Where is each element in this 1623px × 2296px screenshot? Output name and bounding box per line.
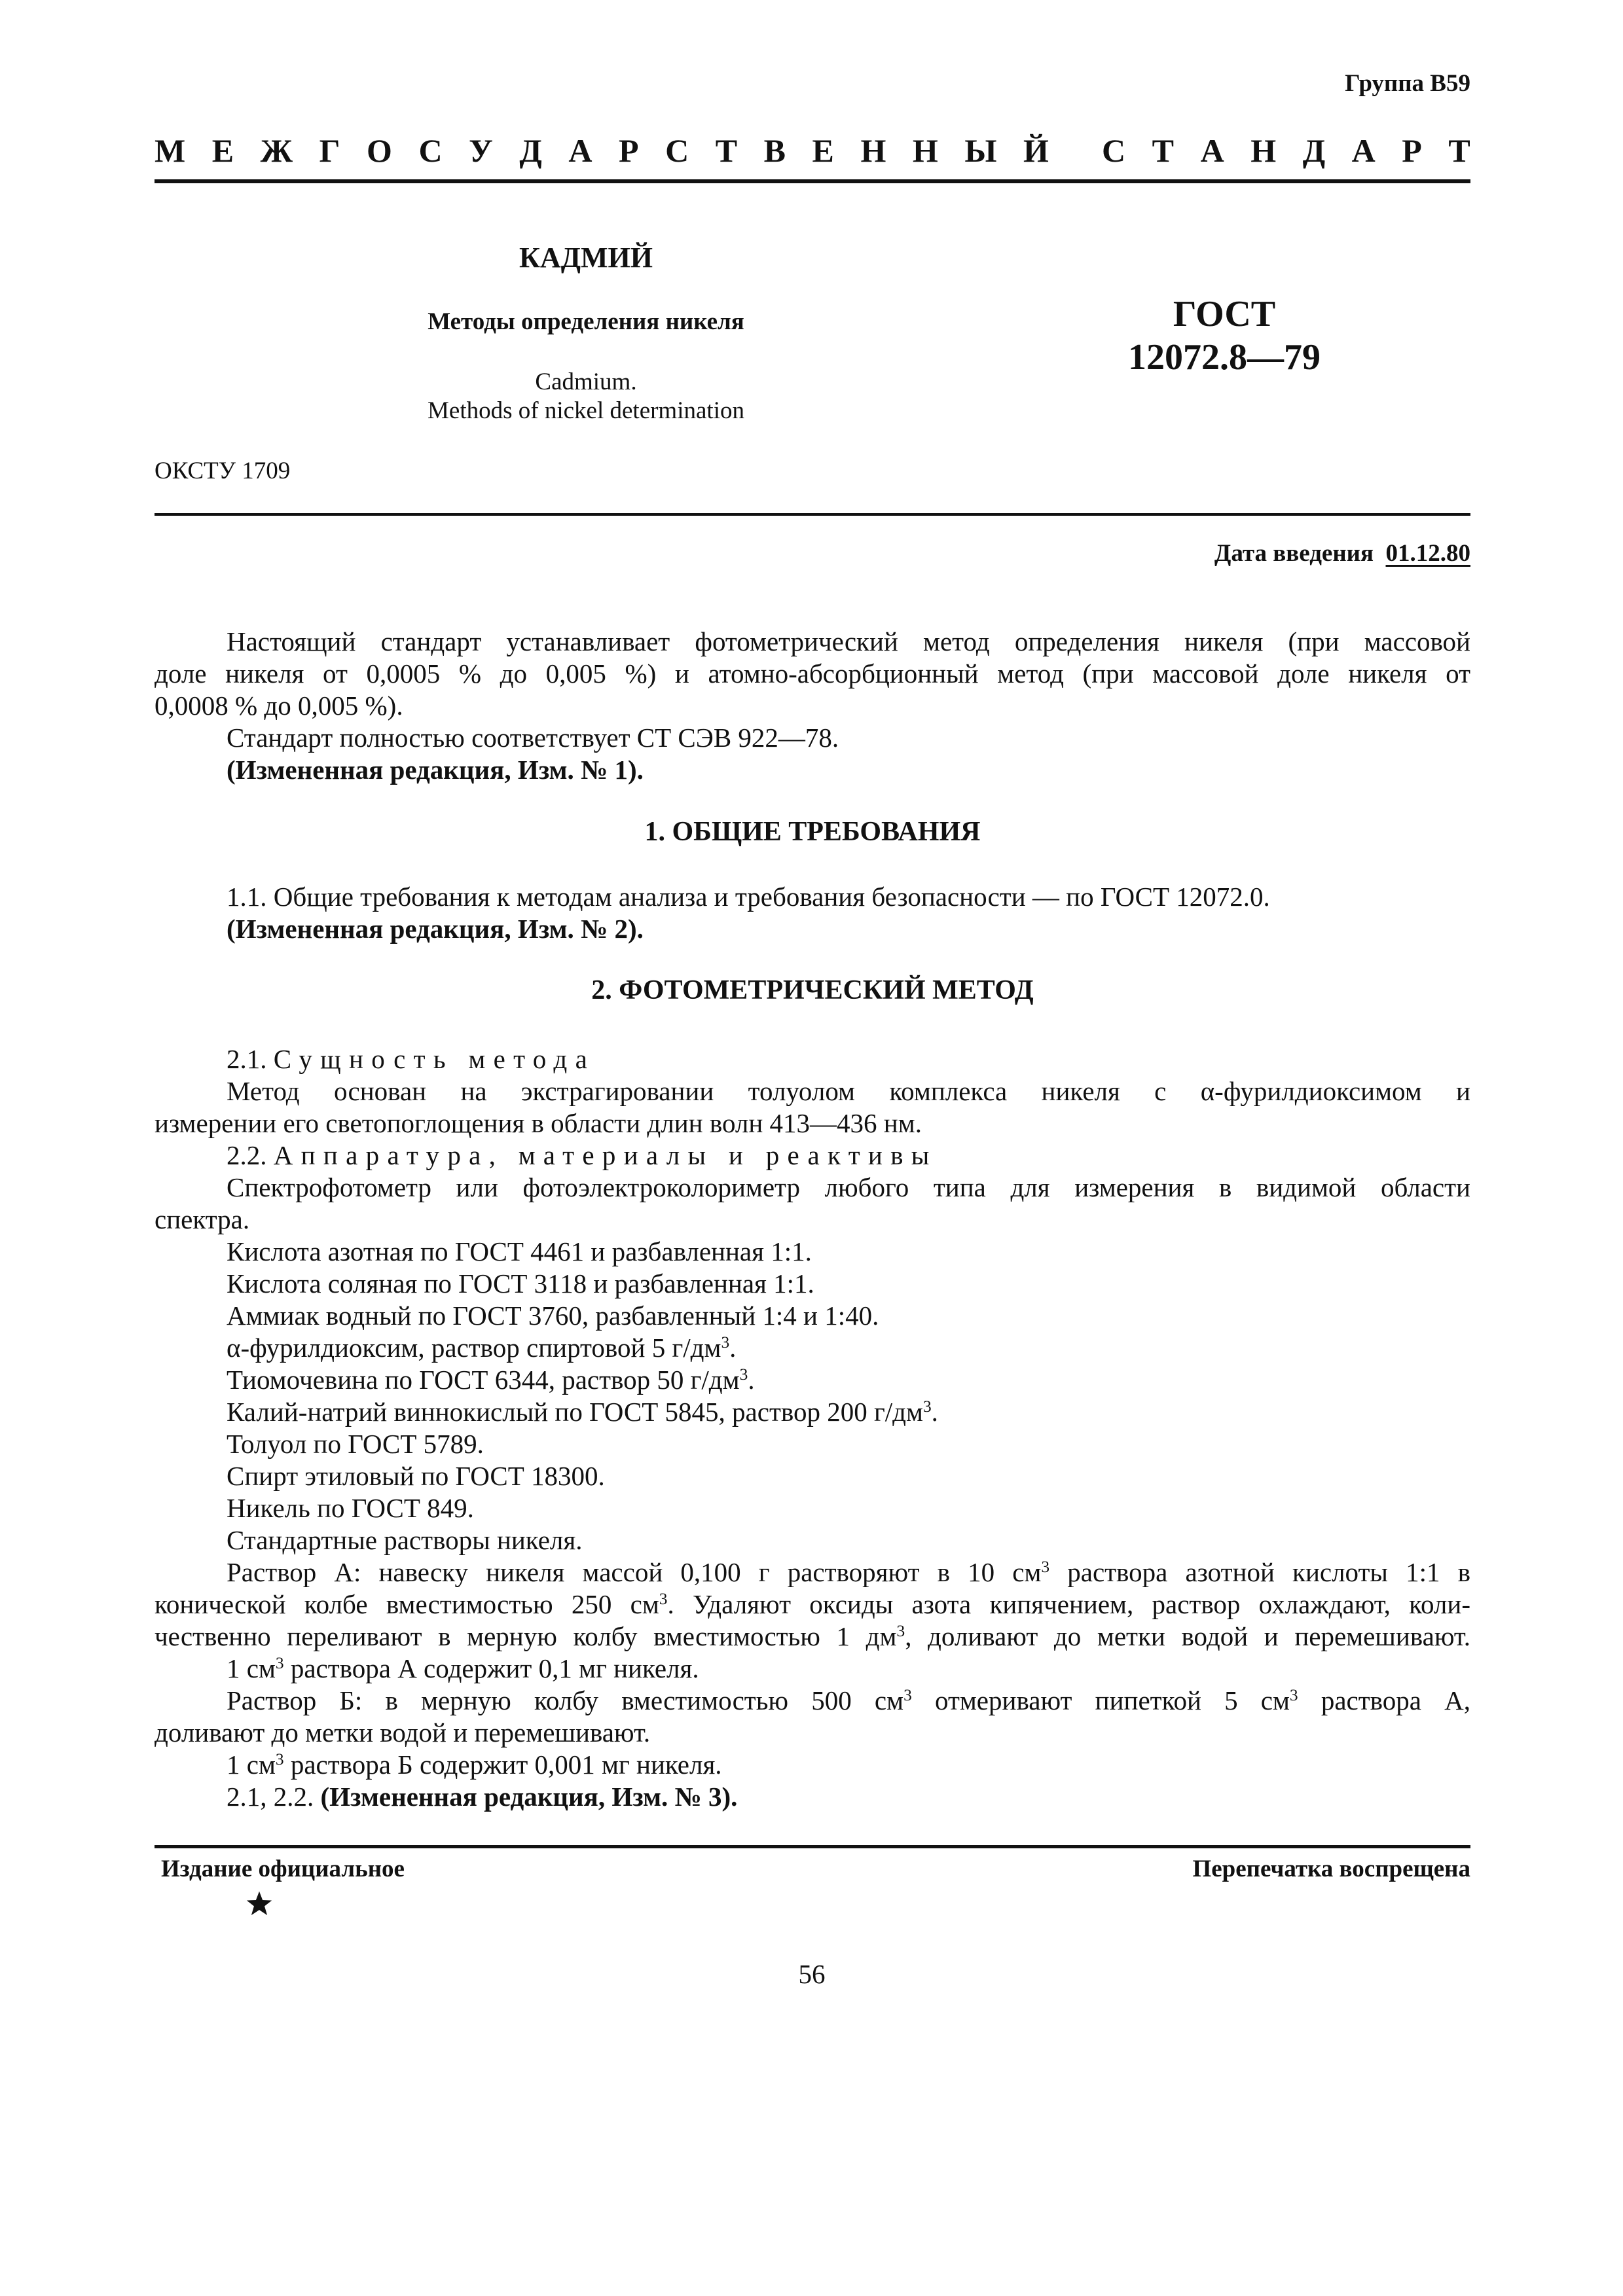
banner-letter: Д [519,132,542,169]
paragraph-line [155,1588,1470,1621]
banner-letter: Т [715,132,738,169]
clause-number: 2.1. [227,1044,267,1074]
banner-letter: Н [860,132,886,169]
clause-title: Аппаратура, материалы и реактивы [273,1140,938,1170]
amendment-note: (Измененная редакция, Изм. № 2). [227,914,644,944]
reagent-item: Толуол по ГОСТ 5789. [227,1429,484,1459]
text: раствора Б содержит 0,001 мг никеля. [283,1749,722,1780]
period: . [931,1397,938,1427]
banner-letter: В [763,132,786,169]
text: раствора А, [1298,1685,1470,1715]
banner-letter: А [568,132,593,169]
reagent-item: Стандартные растворы никеля. [227,1525,583,1555]
banner-letter: Н [912,132,938,169]
reagent-text: Калий-натрий виннокислый по ГОСТ 5845, раствор 200 г/дм [227,1397,923,1427]
banner-letter: Н [1250,132,1277,169]
banner-letter: С [418,132,443,169]
reagent-item [155,1364,1470,1396]
text: Раствор А: навеску никеля массой 0,100 г растворяют в 10 см [227,1557,1042,1587]
date-label: Дата введения [1214,540,1374,567]
edition-note: Издание официальное [161,1856,405,1882]
document-subtitle: Методы определения никеля [428,308,744,335]
paragraph-line [155,1653,1470,1685]
header-rule [155,179,1470,183]
paragraph-line: Спектрофотометр или фотоэлектроколориметр любого типа для измерения в видимой области [227,1172,1470,1202]
superscript: 3 [739,1365,748,1384]
intro-line: Настоящий стандарт устанавливает фотометрический метод определения никеля (при массовой [227,626,1470,656]
reagent-item: Спирт этиловый по ГОСТ 18300. [227,1461,605,1491]
superscript: 3 [1041,1558,1050,1577]
section-heading: 1. ОБЩИЕ ТРЕБОВАНИЯ [644,817,981,847]
okstu-code: ОКСТУ 1709 [155,457,291,484]
banner-letter: С [665,132,689,169]
reagent-item [155,1332,1470,1364]
gost-label: ГОСТ [1173,294,1276,334]
clause-number: 2.2. [227,1140,267,1170]
paragraph-line: 1.1. Общие требования к методам анализа и требования безопасности — по ГОСТ 12072.0. [227,882,1270,912]
period: . [729,1333,737,1363]
clause-heading [155,1043,1470,1075]
banner-letter: Т [1152,132,1175,169]
banner-letter: Е [812,132,834,169]
superscript: 3 [896,1622,905,1641]
amendment-text: (Измененная редакция, Изм. № 3). [320,1782,738,1812]
banner-letter: Ж [260,132,293,169]
banner-letter: М [155,132,186,169]
reagent-item [155,1396,1470,1428]
period: . [748,1365,755,1395]
banner-letter: Г [319,132,340,169]
banner-letter: У [469,132,493,169]
footer-rule [155,1845,1470,1848]
amendment-note [155,1781,1470,1813]
reagent-text: Тиомочевина по ГОСТ 6344, раствор 50 г/дм [227,1365,740,1395]
date-value: 01.12.80 [1385,540,1470,567]
text: . Удаляют оксиды азота кипячением, раствор охлаждают, коли- [667,1589,1470,1619]
superscript: 3 [1289,1686,1298,1705]
superscript: 3 [275,1750,284,1769]
reagent-text: α-фурилдиоксим, раствор спиртовой 5 г/дм [227,1333,721,1363]
superscript: 3 [659,1590,668,1609]
section-heading: 2. ФОТОМЕТРИЧЕСКИЙ МЕТОД [591,975,1034,1005]
introduction-date [1214,539,1470,567]
text: 1 см [227,1653,276,1683]
banner-letter: А [1200,132,1224,169]
banner-letter: О [367,132,392,169]
text: раствора А содержит 0,1 мг никеля. [283,1653,699,1683]
amendment-note: (Измененная редакция, Изм. № 1). [227,755,644,785]
superscript: 3 [275,1654,284,1673]
superscript: 3 [721,1333,730,1352]
title-english-1: Cadmium. [535,368,637,395]
text: отмеривают пипеткой 5 см [911,1685,1290,1715]
reagent-item: Аммиак водный по ГОСТ 3760, разбавленный 1:4 и 1:40. [227,1300,879,1331]
text: , доливают до метки водой и перемешивают. [905,1621,1471,1651]
banner-letter: А [1351,132,1376,169]
intro-line: Стандарт полностью соответствует СТ СЭВ 922—78. [227,723,839,753]
text: Раствор Б: в мерную колбу вместимостью 500 см [227,1685,904,1715]
group-code: Группа В59 [1345,70,1470,97]
reagent-item: Кислота азотная по ГОСТ 4461 и разбавленная 1:1. [227,1236,812,1266]
reprint-note: Перепечатка воспрещена [1192,1856,1470,1882]
reagent-item: Никель по ГОСТ 849. [227,1493,474,1523]
text: конической колбе вместимостью 250 см [155,1589,659,1619]
clause-refs: 2.1, 2.2. [227,1782,314,1812]
superscript: 3 [903,1686,912,1705]
banner-letter: Р [1402,132,1422,169]
paragraph-line: спектра. [155,1204,250,1234]
paragraph-line [155,1685,1470,1717]
text: 1 см [227,1749,276,1780]
clause-title: Сущность метода [273,1044,596,1074]
paragraph-line: Метод основан на экстрагировании толуолом комплекса никеля с α-фурилдиоксимом и [227,1076,1470,1106]
paragraph-line: измерении его светопоглощения в области длин волн 413—436 нм. [155,1108,922,1138]
banner-letter: Т [1448,132,1470,169]
superscript: 3 [922,1397,932,1416]
star-icon [246,1890,273,1918]
paragraph-line [155,1749,1470,1781]
intro-line: доле никеля от 0,0005 % до 0,005 %) и атомно-абсорбционный метод (при массовой доле никеля от [155,658,1470,689]
text: чественно переливают в мерную колбу вместимостью 1 дм [155,1621,897,1651]
gost-number: 12072.8—79 [1128,337,1321,378]
standard-banner [155,131,1470,170]
banner-letter: Р [618,132,639,169]
banner-letter: Ы [964,132,997,169]
paragraph-line [155,1556,1470,1588]
page-number: 56 [798,1959,826,1989]
banner-letter: Й [1023,132,1049,169]
banner-letter: С [1102,132,1126,169]
paragraph-line: доливают до метки водой и перемешивают. [155,1717,651,1748]
title-block-rule [155,513,1470,516]
clause-heading [155,1139,1470,1172]
reagent-item: Кислота соляная по ГОСТ 3118 и разбавленная 1:1. [227,1268,814,1299]
banner-letter: Д [1302,132,1326,169]
document-title: КАДМИЙ [519,242,653,274]
paragraph-line [155,1621,1470,1653]
banner-letter: Е [211,132,234,169]
text: раствора азотной кислоты 1:1 в [1049,1557,1470,1587]
title-english-2: Methods of nickel determination [428,397,744,424]
intro-line: 0,0008 % до 0,005 %). [155,691,403,721]
